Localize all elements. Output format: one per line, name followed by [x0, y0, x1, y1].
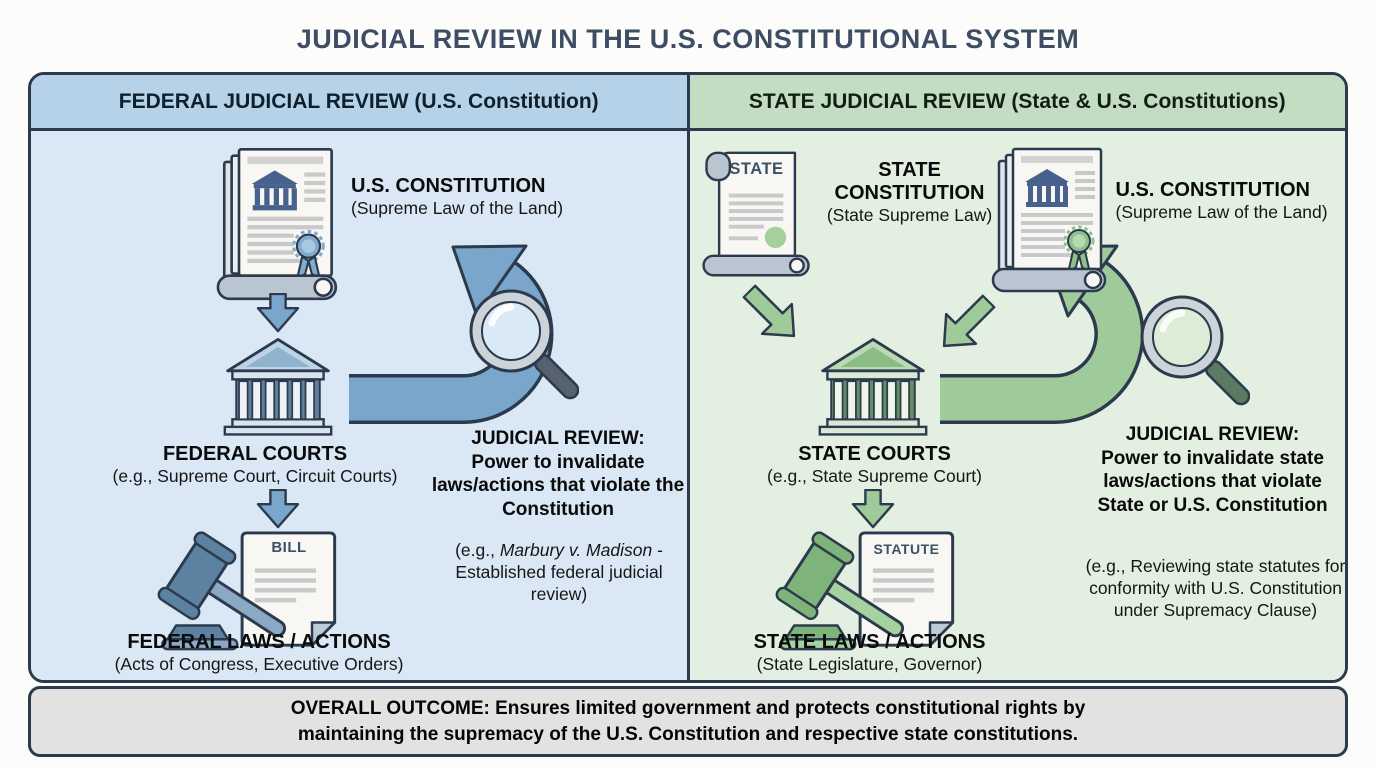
down-arrow-icon — [255, 293, 301, 333]
federal-judicial-review-text — [423, 427, 693, 521]
state-judicial-review-text — [1078, 423, 1348, 517]
federal-jr-example-case: Marbury v. Madison — [499, 540, 653, 560]
state-doc-label: STATE — [729, 160, 784, 178]
us-constitution-node-text — [351, 175, 591, 219]
federal-laws-label: FEDERAL LAWS / ACTIONS — [127, 631, 391, 653]
down-arrow-icon — [255, 489, 301, 529]
state-panel-header: STATE JUDICIAL REVIEW (State & U.S. Constitutions) — [690, 75, 1346, 131]
state-constitution-sublabel: (State Supreme Law) — [826, 205, 993, 225]
state-laws-node-text — [690, 631, 1050, 675]
us-constitution-sublabel: (Supreme Law of the Land) — [1115, 202, 1328, 222]
diagonal-arrow-icon — [731, 274, 812, 355]
federal-jr-body: Power to invalidate laws/actions that violate the Constitution — [431, 451, 685, 520]
state-panel — [687, 75, 1346, 680]
outcome-line2: maintaining the supremacy of the U.S. Constitution and respective state constitutions. — [297, 723, 1079, 745]
state-laws-label: STATE LAWS / ACTIONS — [753, 631, 986, 653]
federal-jr-example-prefix: (e.g., — [455, 540, 495, 560]
us-constitution-sublabel: (Supreme Law of the Land) — [351, 198, 564, 218]
outcome-banner — [28, 686, 1348, 757]
federal-courts-node-text — [59, 443, 451, 487]
bill-doc-label: BILL — [271, 539, 307, 556]
state-courts-node-text — [690, 443, 1060, 487]
us-constitution-document-icon — [213, 143, 345, 303]
federal-jr-example-suffix: - Established federal judicial review) — [455, 540, 663, 605]
state-constitution-node-text — [810, 159, 1010, 226]
outcome-line1: OVERALL OUTCOME: Ensures limited government and protects constitutional rights by — [290, 698, 1086, 720]
state-constitution-label: STATE CONSTITUTION — [834, 159, 985, 204]
federal-courts-courthouse-icon — [221, 333, 335, 439]
state-courts-courthouse-icon — [816, 333, 930, 439]
diagram-frame — [28, 72, 1348, 683]
state-laws-sublabel: (State Legislature, Governor) — [756, 654, 983, 674]
state-panel-body — [690, 131, 1346, 680]
federal-panel — [31, 75, 687, 680]
federal-jr-heading: JUDICIAL REVIEW: — [471, 428, 645, 449]
down-arrow-icon — [850, 489, 896, 529]
state-us-constitution-node-text — [1116, 179, 1344, 223]
us-constitution-label: U.S. CONSTITUTION — [1115, 179, 1310, 201]
state-jr-heading: JUDICIAL REVIEW: — [1125, 424, 1300, 445]
us-constitution-document-icon — [990, 143, 1112, 295]
federal-courts-label: FEDERAL COURTS — [162, 443, 348, 465]
federal-laws-node-text — [59, 631, 459, 675]
state-jr-body: Power to invalidate state laws/actions that violate State or U.S. Constitution — [1097, 447, 1328, 516]
federal-panel-header: FEDERAL JUDICIAL REVIEW (U.S. Constitution) — [31, 75, 687, 131]
statute-doc-label: STATUTE — [873, 541, 940, 557]
state-constitution-scroll-icon — [702, 147, 814, 283]
federal-laws-sublabel: (Acts of Congress, Executive Orders) — [114, 654, 404, 674]
federal-jr-example — [431, 539, 687, 606]
state-jr-example: (e.g., Reviewing state statutes for conformity with U.S. Constitution under Supremacy Clause) — [1085, 556, 1346, 621]
state-courts-sublabel: (e.g., State Supreme Court) — [767, 466, 982, 486]
us-constitution-label: U.S. CONSTITUTION — [351, 175, 546, 197]
state-courts-label: STATE COURTS — [798, 443, 951, 465]
federal-panel-body — [31, 131, 687, 680]
page-title: JUDICIAL REVIEW IN THE U.S. CONSTITUTIONAL SYSTEM — [296, 24, 1080, 54]
magnifier-icon — [459, 281, 579, 441]
federal-courts-sublabel: (e.g., Supreme Court, Circuit Courts) — [112, 466, 398, 486]
